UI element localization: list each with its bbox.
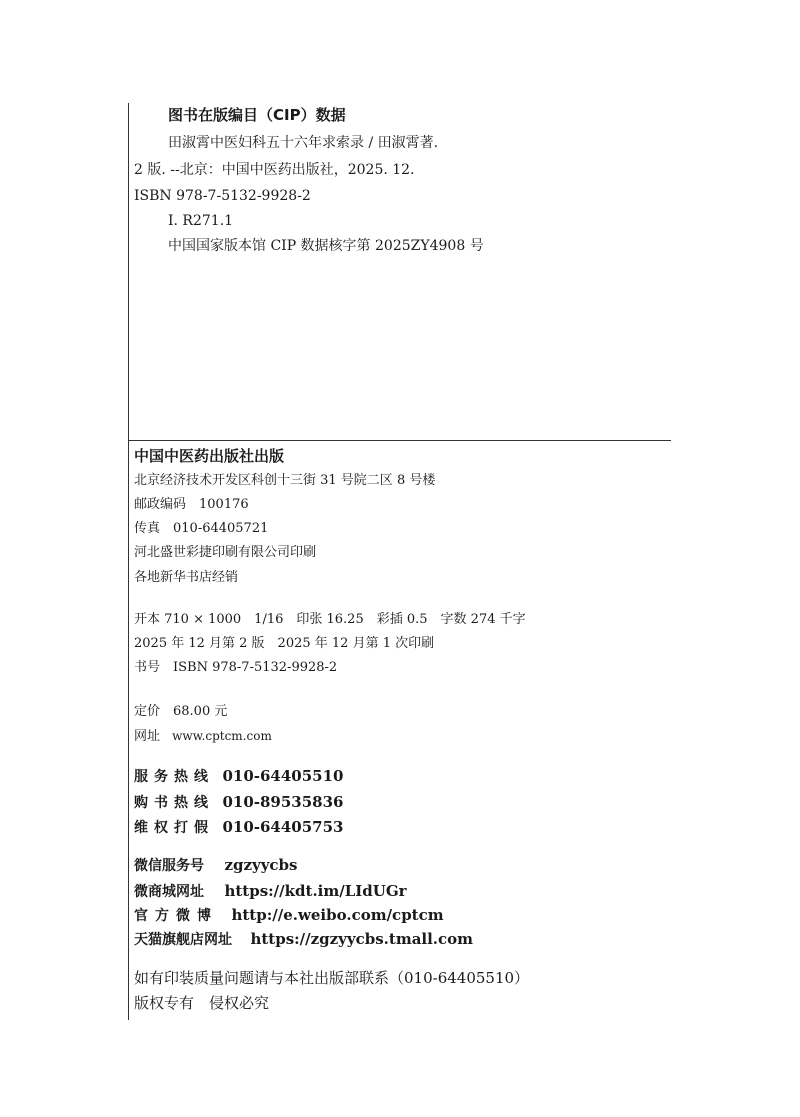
hotline-label: 服务热线 (134, 769, 214, 785)
website-label: 网址 (134, 729, 161, 744)
publisher-address: 北京经济技术开发区科创十三街 31 号院二区 8 号楼 (134, 473, 436, 488)
online-value[interactable]: http://e.weibo.com/cptcm (231, 906, 444, 924)
online-label: 微商城网址 (134, 884, 204, 900)
online-label: 微信服务号 (134, 858, 204, 874)
online-value[interactable]: https://kdt.im/LIdUGr (224, 882, 407, 900)
fax: 传真 010-64405721 (134, 521, 269, 536)
cip-isbn-line: ISBN 978-7-5132-9928-2 (134, 188, 311, 204)
cip-record-line: 中国国家版本馆 CIP 数据核字第 2025ZY4908 号 (168, 238, 484, 254)
hotline-number: 010-64405753 (222, 818, 344, 836)
publisher-name: 中国中医药出版社出版 (134, 447, 285, 465)
copyright-notice: 版权专有 侵权必究 (134, 994, 270, 1012)
cip-title-line: 田淑霄中医妇科五十六年求索录 / 田淑霄著. (168, 135, 439, 151)
website (134, 727, 272, 746)
format-specs: 开本 710 × 1000 1/16 印张 16.25 彩插 0.5 字数 274 千字 (134, 612, 526, 627)
printer: 河北盛世彩捷印刷有限公司印刷 (134, 545, 317, 560)
online-value[interactable]: zgzyycbs (224, 856, 298, 874)
cip-edition-line: 2 版. --北京：中国中医药出版社，2025. 12. (134, 162, 415, 178)
website-link[interactable]: www.cptcm.com (172, 729, 272, 743)
distributor: 各地新华书店经销 (134, 570, 239, 585)
online-label: 官方微博 (134, 908, 218, 924)
hotline-purchase (134, 793, 344, 812)
cip-classification-line: Ⅰ. R271.1 (168, 213, 234, 229)
cip-heading: 图书在版编目（CIP）数据 (168, 106, 346, 124)
hotline-label: 购书热线 (134, 795, 214, 811)
hotline-number: 010-64405510 (222, 767, 344, 785)
left-rule (128, 103, 129, 1020)
online-value[interactable]: https://zgzyycbs.tmall.com (250, 930, 474, 948)
hotline-label: 维权打假 (134, 820, 214, 836)
wechat-account (134, 856, 297, 875)
official-weibo (134, 906, 444, 925)
quality-notice: 如有印装质量问题请与本社出版部联系（010-64405510） (134, 969, 530, 987)
section-divider (128, 440, 671, 441)
tmall-store (134, 930, 473, 949)
wechat-shop (134, 882, 407, 901)
hotline-anti-piracy (134, 818, 344, 837)
edition-info: 2025 年 12 月第 2 版 2025 年 12 月第 1 次印刷 (134, 636, 435, 651)
hotline-service (134, 767, 344, 786)
postcode: 邮政编码 100176 (134, 497, 249, 512)
online-label: 天猫旗舰店网址 (134, 932, 232, 948)
price: 定价 68.00 元 (134, 704, 228, 719)
hotline-number: 010-89535836 (222, 793, 344, 811)
book-number: 书号 ISBN 978-7-5132-9928-2 (134, 660, 338, 675)
